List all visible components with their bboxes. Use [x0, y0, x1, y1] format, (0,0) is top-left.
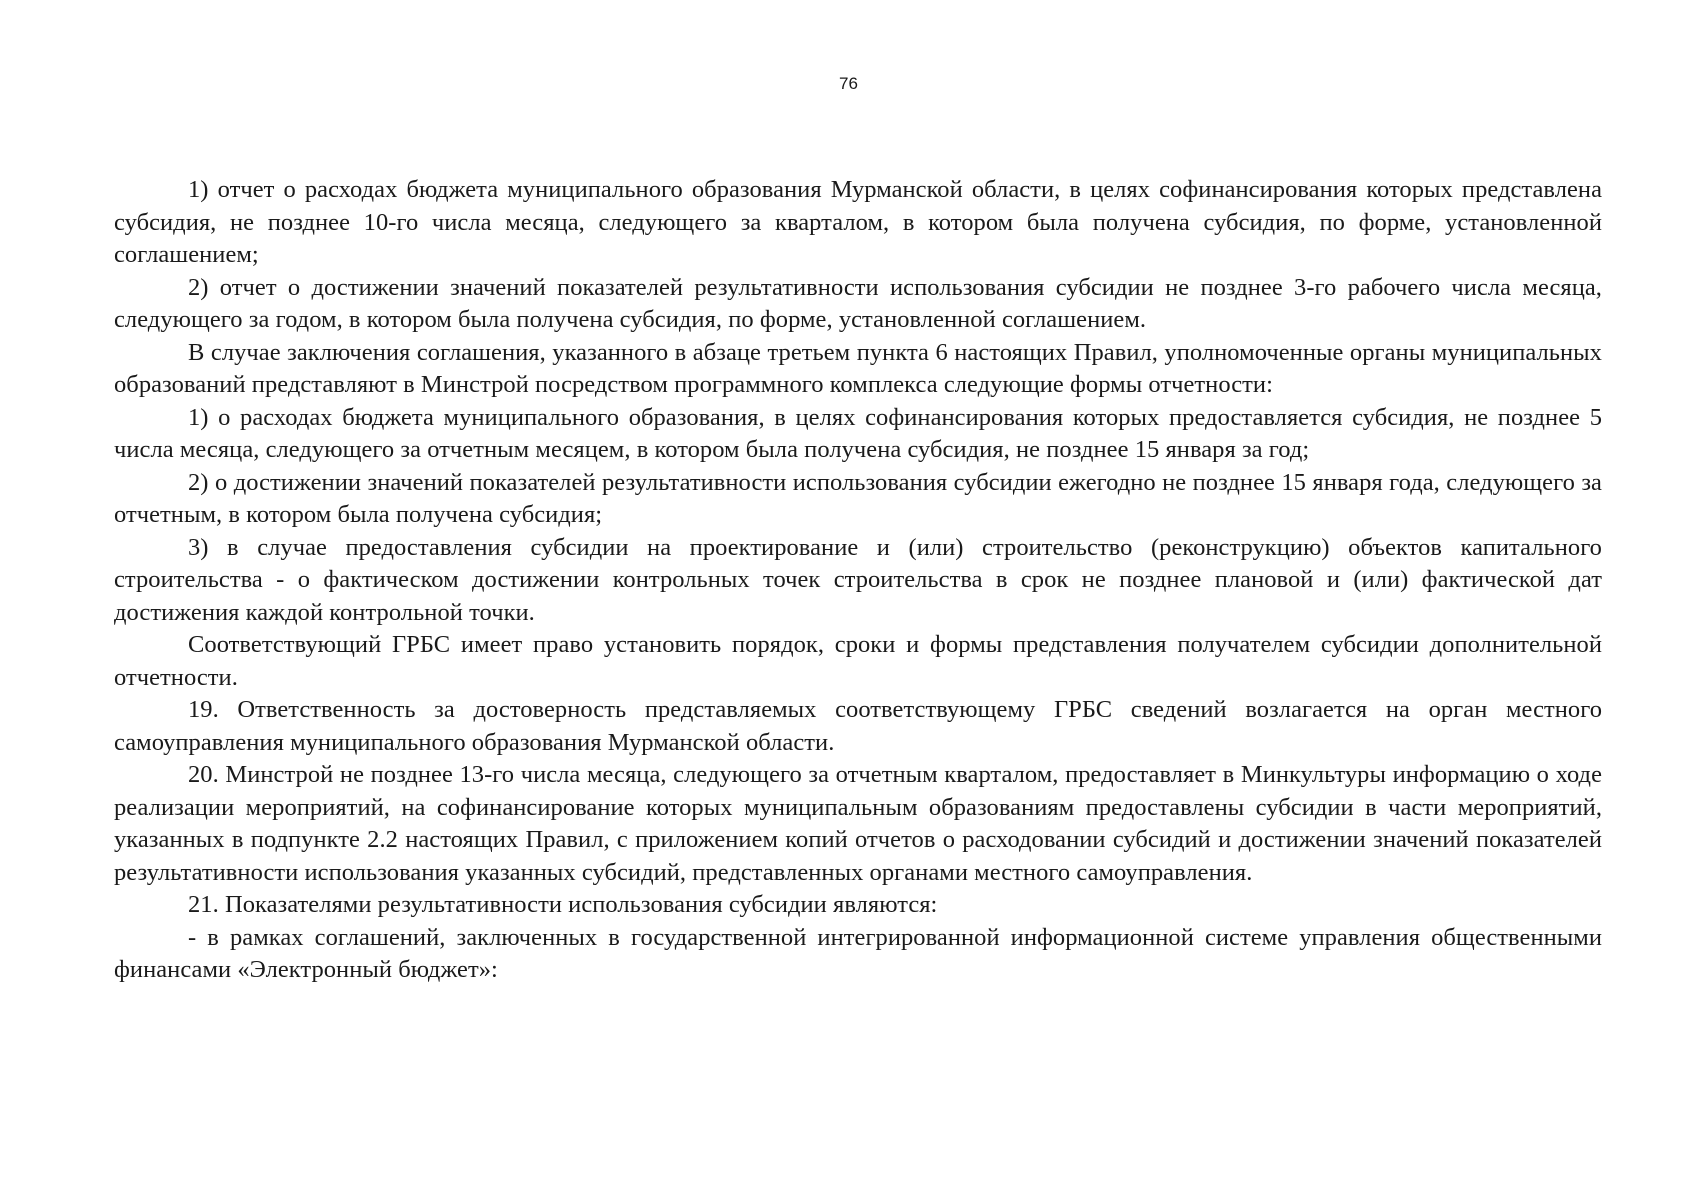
- paragraph-grbs-right: Соответствующий ГРБС имеет право установить порядок, сроки и формы представления получателем субсидии дополнительной отчетности.: [114, 631, 1602, 691]
- paragraph-form-construction: 3) в случае предоставления субсидии на проектирование и (или) строительство (реконструкцию) объектов капитального строительства - о фактическом достижении контрольных точек строительства в срок не позднее плановой и (или) фактической дат достижения каждой контрольной точки.: [114, 533, 1602, 626]
- paragraph-form-indicators: 2) о достижении значений показателей результативности использования субсидии ежегодно не позднее 15 января года, следующего за отчетным, в котором была получена субсидия;: [114, 468, 1602, 528]
- paragraph-agreement-case: В случае заключения соглашения, указанного в абзаце третьем пункта 6 настоящих Правил, уполномоченные органы муниципальных образований представляют в Минстрой посредством программного комплекса следующие формы отчетности:: [114, 338, 1602, 398]
- paragraph-electronic-budget: - в рамках соглашений, заключенных в государственной интегрированной информационной системе управления общественными финансами «Электронный бюджет»:: [114, 923, 1602, 983]
- paragraph-reports-expenses: 1) отчет о расходах бюджета муниципального образования Мурманской области, в целях софинансирования которых представлена субсидия, не позднее 10-го числа месяца, следующего за кварталом, в котором была получена субсидия, по форме, установленной соглашением;: [114, 176, 1602, 268]
- page-number: 76: [839, 74, 858, 93]
- paragraph-form-expenses: 1) о расходах бюджета муниципального образования, в целях софинансирования которых предоставляется субсидия, не позднее 5 числа месяца, следующего за отчетным месяцем, в котором была получена субсидия, не позднее 15 января за год;: [114, 403, 1602, 463]
- paragraph-item-20: 20. Минстрой не позднее 13-го числа месяца, следующего за отчетным кварталом, предоставляет в Минкультуры информацию о ходе реализации мероприятий, на софинансирование которых муниципальным образованиям предоставлены субсидии в части мероприятий, указанных в подпункте 2.2 настоящих Правил, с приложением копий отчетов о расходовании субсидий и достижении значений показателей результативности использования указанных субсидий, представленных органами местного самоуправления.: [114, 761, 1602, 886]
- paragraph-item-21: 21. Показателями результативности использования субсидии являются:: [188, 891, 938, 918]
- paragraph-item-19: 19. Ответственность за достоверность представляемых соответствующему ГРБС сведений возлагается на орган местного самоуправления муниципального образования Мурманской области.: [114, 696, 1602, 756]
- document-body: [114, 174, 1602, 987]
- paragraph-reports-indicators: 2) отчет о достижении значений показателей результативности использования субсидии не позднее 3-го рабочего числа месяца, следующего за годом, в котором была получена субсидия, по форме, установленной соглашением.: [114, 273, 1602, 333]
